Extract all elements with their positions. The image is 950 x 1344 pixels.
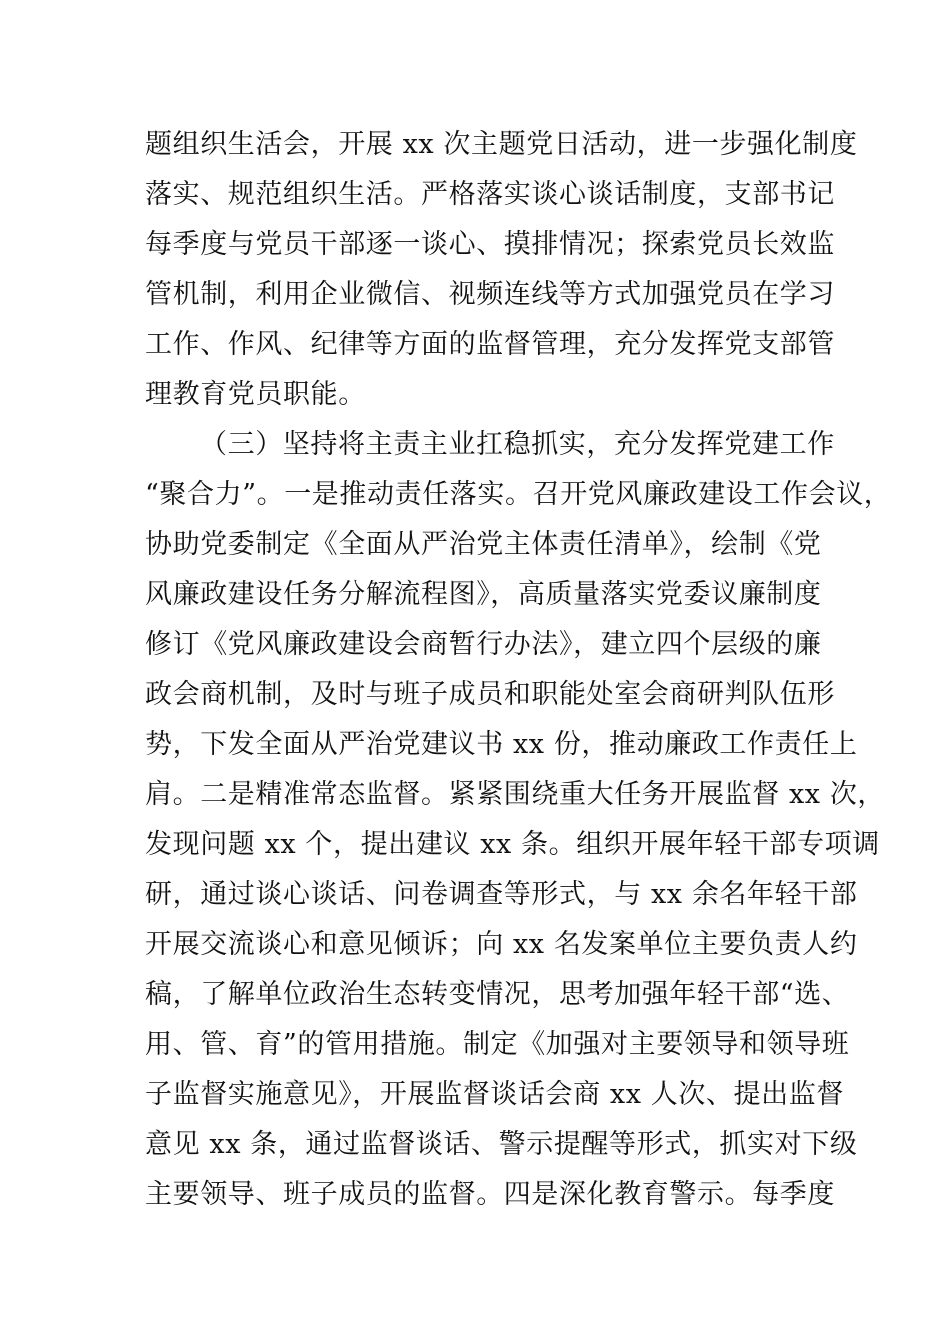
text-line: 题组织生活会，开展 xx 次主题党日活动，进一步强化制度 — [145, 129, 858, 160]
text-line: 理教育党员职能。 — [145, 379, 366, 410]
text-line: 工作、作风、纪律等方面的监督管理，充分发挥党支部管 — [145, 329, 835, 360]
text-line: 政会商机制，及时与班子成员和职能处室会商研判队伍形 — [145, 679, 835, 710]
text-line: 发现问题 xx 个，提出建议 xx 条。组织开展年轻干部专项调 — [145, 829, 880, 860]
text-line: 管机制，利用企业微信、视频连线等方式加强党员在学习 — [145, 279, 835, 310]
text-line: 子监督实施意见》，开展监督谈话会商 xx 人次、提出监督 — [145, 1079, 844, 1110]
text-line: “聚合力”。一是推动责任落实。召开党风廉政建设工作会议， — [145, 479, 892, 510]
text-line: 主要领导、班子成员的监督。四是深化教育警示。每季度 — [145, 1179, 835, 1210]
text-line: 落实、规范组织生活。严格落实谈心谈话制度，支部书记 — [145, 179, 835, 210]
text-line: 研，通过谈心谈话、问卷调查等形式，与 xx 余名年轻干部 — [145, 879, 858, 910]
text-line: 稿，了解单位政治生态转变情况，思考加强年轻干部“选、 — [145, 979, 850, 1010]
section-heading-line: （三）坚持将主责主业扛稳抓实，充分发挥党建工作 — [200, 429, 835, 460]
text-line: 势，下发全面从严治党建议书 xx 份，推动廉政工作责任上 — [145, 729, 858, 760]
text-line: 用、管、育”的管用措施。制定《加强对主要领导和领导班 — [145, 1029, 850, 1060]
text-line: 意见 xx 条，通过监督谈话、警示提醒等形式，抓实对下级 — [145, 1129, 858, 1160]
text-line: 开展交流谈心和意见倾诉；向 xx 名发案单位主要负责人约 — [145, 929, 858, 960]
text-line: 协助党委制定《全面从严治党主体责任清单》，绘制《党 — [145, 529, 822, 560]
text-line: 每季度与党员干部逐一谈心、摸排情况；探索党员长效监 — [145, 229, 835, 260]
text-line: 修订《党风廉政建设会商暂行办法》，建立四个层级的廉 — [145, 629, 822, 660]
text-line: 肩。二是精准常态监督。紧紧围绕重大任务开展监督 xx 次， — [145, 779, 886, 810]
text-line: 风廉政建设任务分解流程图》，高质量落实党委议廉制度 — [145, 579, 822, 610]
